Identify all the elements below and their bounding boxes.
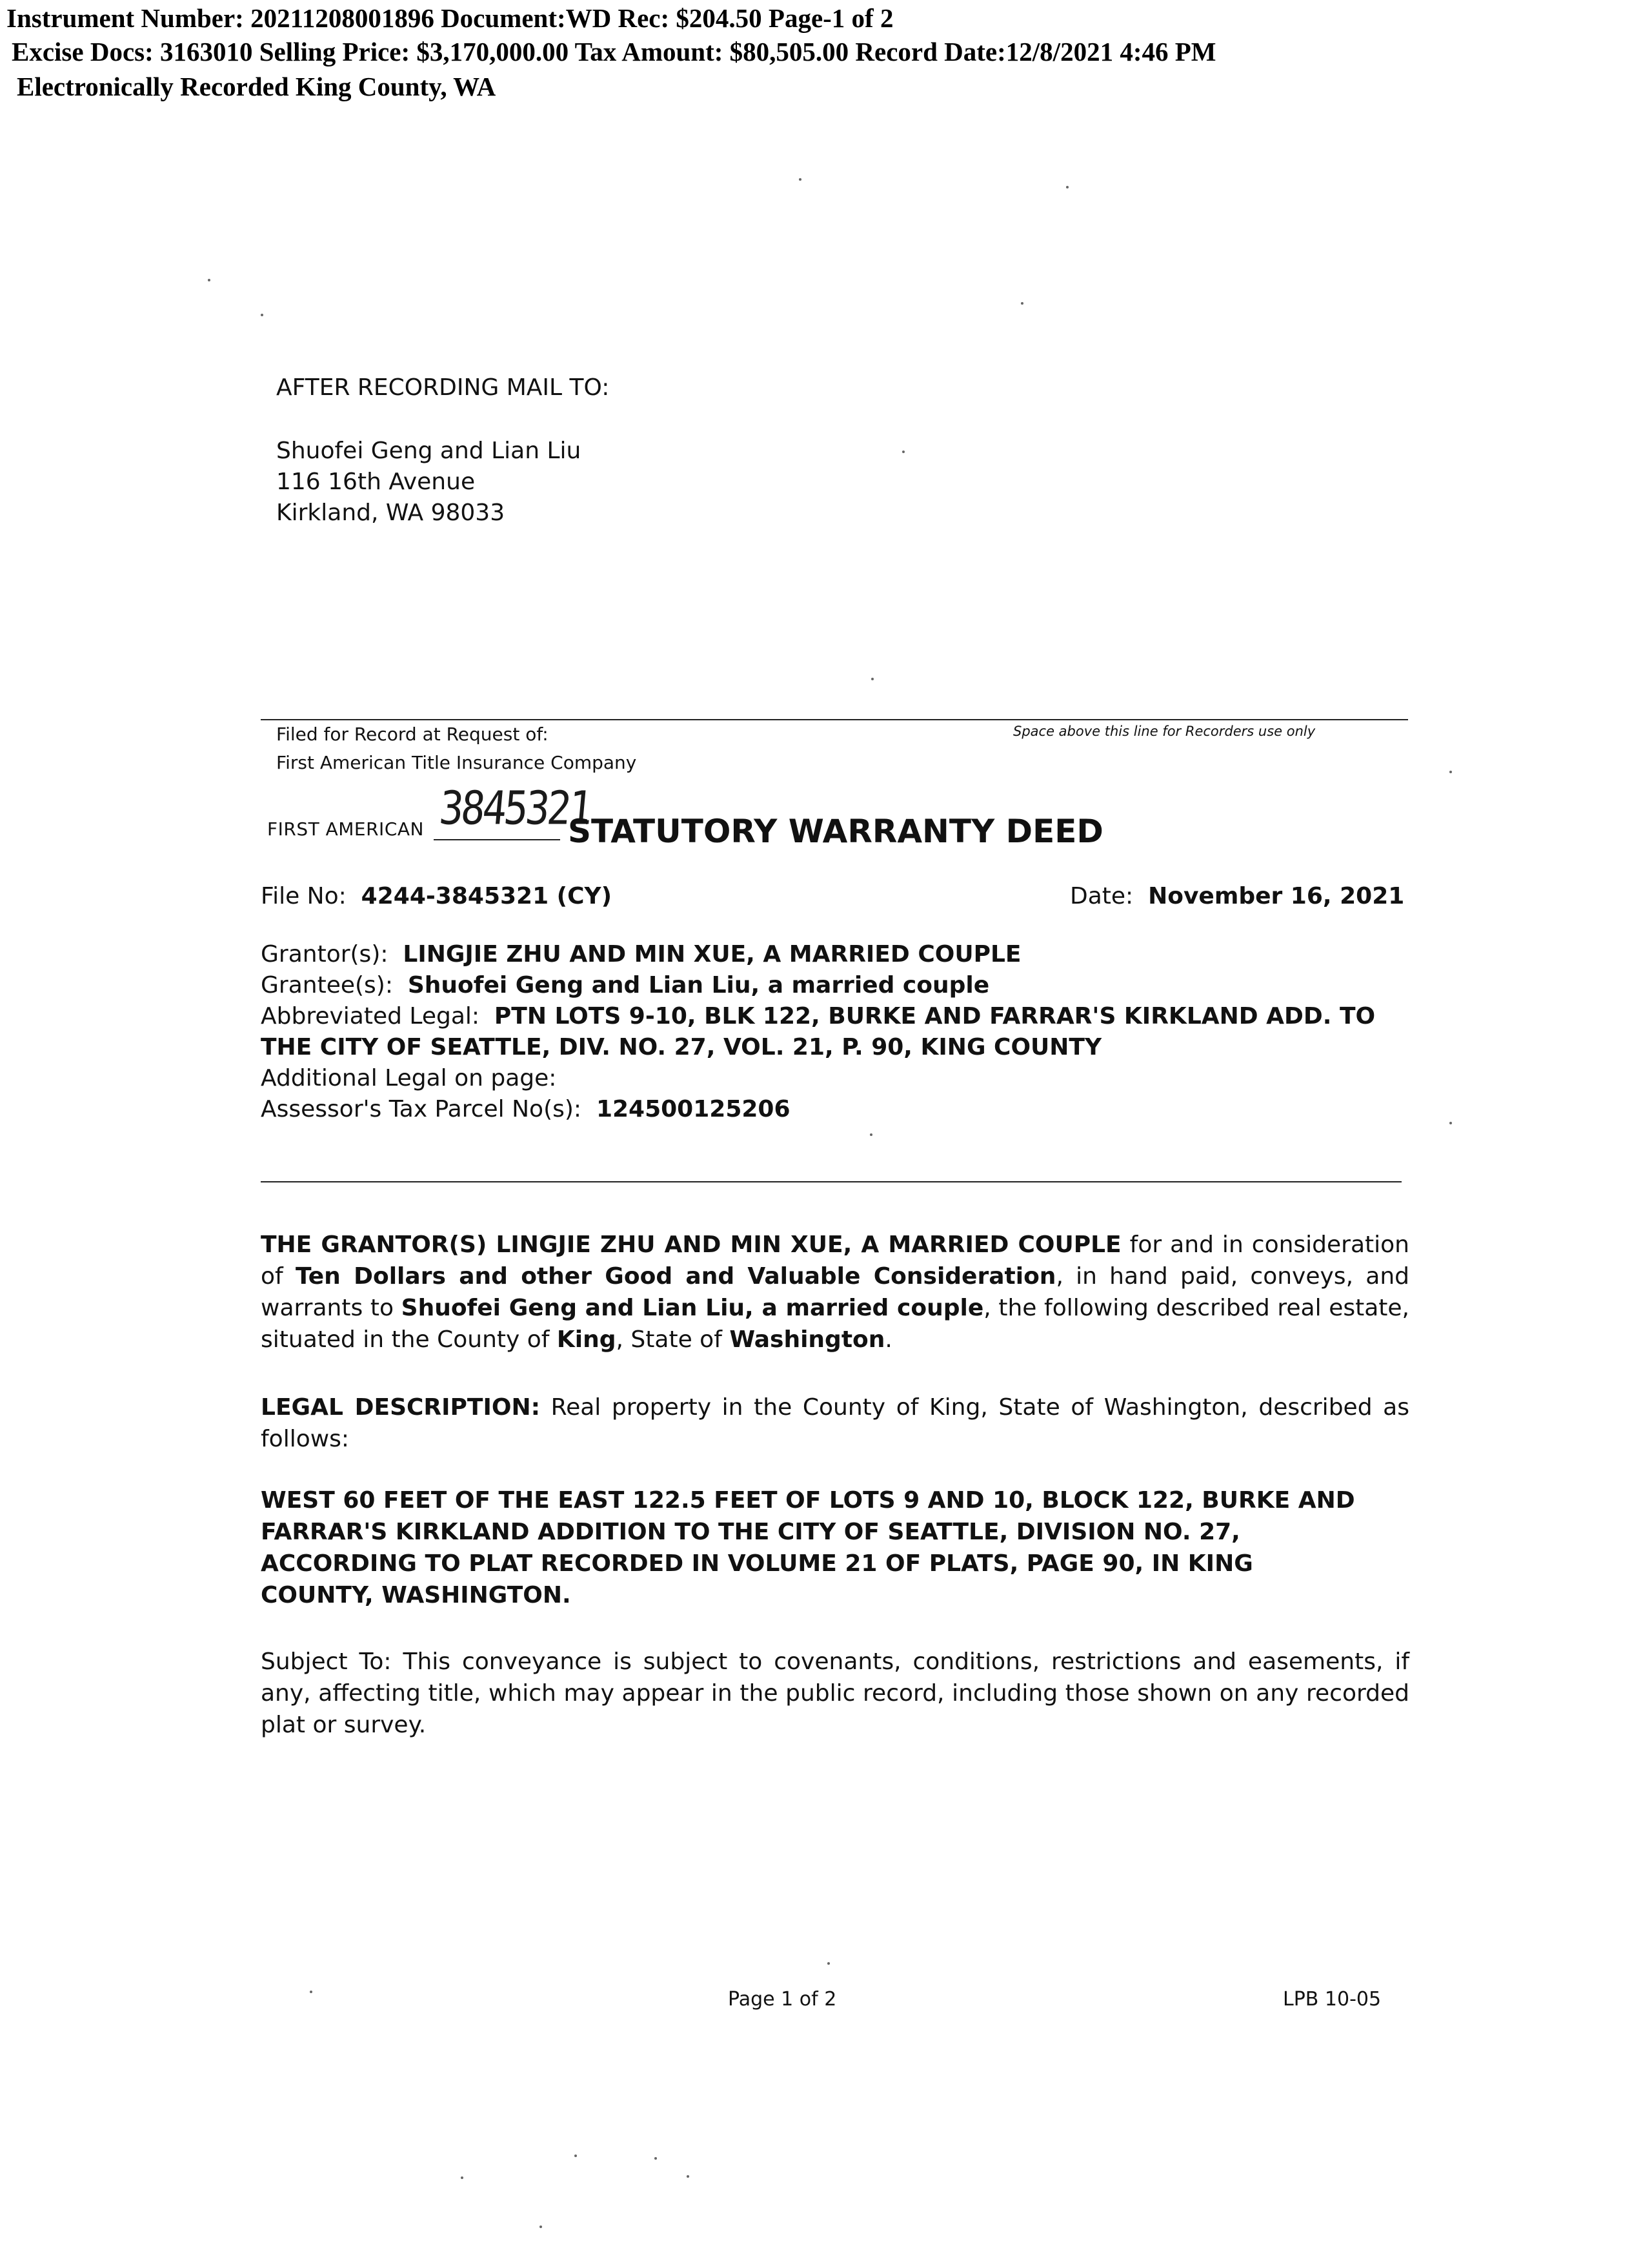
file-number-value: 4244-3845321 (CY) <box>361 883 612 909</box>
form-number: LPB 10-05 <box>1283 1988 1382 2011</box>
grantor-label: Grantor(s): <box>261 941 388 968</box>
scan-speck <box>539 2226 542 2228</box>
date-value: November 16, 2021 <box>1148 883 1405 909</box>
scan-speck <box>261 314 263 316</box>
grantee-label: Grantee(s): <box>261 972 393 999</box>
recorder-use-note: Space above this line for Recorders use only <box>1013 724 1316 739</box>
date-label: Date: <box>1070 883 1134 909</box>
scan-speck <box>310 1991 312 1993</box>
scan-speck <box>902 451 905 453</box>
section-divider-rule <box>261 1181 1402 1182</box>
scan-speck <box>687 2175 689 2178</box>
tax-parcel-row <box>261 1093 791 1126</box>
scan-speck <box>1449 1122 1452 1124</box>
legal-description-paragraph <box>261 1392 1409 1455</box>
scan-speck <box>1066 186 1069 188</box>
page-number: Page 1 of 2 <box>728 1988 837 2011</box>
mail-to-heading: AFTER RECORDING MAIL TO: <box>276 374 610 401</box>
file-number-label: File No: <box>261 883 347 909</box>
legal-line-4: COUNTY, WASHINGTON. <box>261 1582 571 1608</box>
subject-to-paragraph: Subject To: This conveyance is subject to covenants, conditions, restrictions and easements, if any, affecting title, which may appear in the public record, including those shown on any recorded plat or survey. <box>261 1648 1409 1738</box>
grantee-row <box>261 969 989 1002</box>
grantor-row <box>261 938 1022 971</box>
legal-description-intro: Real property in the County of King, State of Washington, described as follows: <box>261 1394 1409 1452</box>
first-american-label: FIRST AMERICAN <box>267 818 424 840</box>
legal-description-body <box>261 1485 1409 1611</box>
conveyance-state: Washington <box>729 1326 885 1353</box>
scan-speck <box>1449 771 1452 773</box>
mail-to-city: Kirkland, WA 98033 <box>276 500 505 526</box>
file-number-row <box>261 880 612 913</box>
scan-speck <box>208 279 210 281</box>
filed-for-record-label: Filed for Record at Request of: <box>276 724 549 745</box>
handwritten-order-number: 3845321 <box>437 780 593 835</box>
legal-line-2: FARRAR'S KIRKLAND ADDITION TO THE CITY OF SEATTLE, DIVISION NO. 27, <box>261 1519 1240 1545</box>
mail-to-name: Shuofei Geng and Lian Liu <box>276 438 581 464</box>
legal-description-label: LEGAL DESCRIPTION: <box>261 1394 541 1421</box>
abbreviated-legal-label: Abbreviated Legal: <box>261 1003 480 1029</box>
scan-speck <box>574 2155 577 2157</box>
conveyance-text-5: . <box>885 1326 892 1353</box>
additional-legal-label: Additional Legal on page: <box>261 1065 557 1091</box>
conveyance-text-4: , State of <box>616 1326 730 1353</box>
scan-speck <box>1021 302 1023 305</box>
conveyance-grantor: THE GRANTOR(S) LINGJIE ZHU AND MIN XUE, A MARRIED COUPLE <box>261 1232 1122 1258</box>
tax-parcel-value: 124500125206 <box>596 1096 791 1122</box>
document-title: STATUTORY WARRANTY DEED <box>568 813 1103 850</box>
abbreviated-legal-line-2: THE CITY OF SEATTLE, DIV. NO. 27, VOL. 21, P. 90, KING COUNTY <box>261 1034 1102 1060</box>
scan-speck <box>799 178 801 181</box>
abbreviated-legal-line-1: PTN LOTS 9-10, BLK 122, BURKE AND FARRAR'S KIRKLAND ADD. TO <box>494 1003 1376 1029</box>
conveyance-text-3: , the following described real estate, situated in the County of <box>261 1295 1410 1353</box>
mail-to-street: 116 16th Avenue <box>276 469 476 495</box>
conveyance-text-2: , in hand paid, conveys, and warrants to <box>261 1263 1409 1321</box>
grantee-value: Shuofei Geng and Lian Liu, a married couple <box>407 972 990 999</box>
scan-speck <box>870 1133 872 1136</box>
date-row <box>1070 880 1404 913</box>
scan-speck <box>827 1962 830 1965</box>
recording-stamp-line-3: Electronically Recorded King County, WA <box>17 72 496 101</box>
recording-stamp-line-1: Instrument Number: 20211208001896 Document:WD Rec: $204.50 Page-1 of 2 <box>6 3 894 33</box>
handwritten-underline <box>434 839 560 840</box>
scan-speck <box>654 2157 657 2160</box>
conveyance-consideration: Ten Dollars and other Good and Valuable Consideration <box>295 1263 1056 1290</box>
legal-line-1: WEST 60 FEET OF THE EAST 122.5 FEET OF LOTS 9 AND 10, BLOCK 122, BURKE AND <box>261 1487 1355 1514</box>
conveyance-grantee: Shuofei Geng and Lian Liu, a married couple <box>401 1295 984 1321</box>
conveyance-text-1: for and in consideration of <box>261 1232 1409 1290</box>
recording-stamp-line-2: Excise Docs: 3163010 Selling Price: $3,170,000.00 Tax Amount: $80,505.00 Record Date:12/8/2021 4:46 PM <box>12 37 1216 66</box>
legal-line-3: ACCORDING TO PLAT RECORDED IN VOLUME 21 OF PLATS, PAGE 90, IN KING <box>261 1550 1253 1577</box>
grantor-value: LINGJIE ZHU AND MIN XUE, A MARRIED COUPLE <box>403 941 1022 968</box>
conveyance-county: King <box>556 1326 616 1353</box>
filed-for-record-company: First American Title Insurance Company <box>276 752 637 773</box>
abbreviated-legal-row <box>261 1000 1375 1033</box>
tax-parcel-label: Assessor's Tax Parcel No(s): <box>261 1096 582 1122</box>
scan-speck <box>461 2176 463 2179</box>
conveyance-paragraph <box>261 1229 1409 1355</box>
scan-speck <box>871 678 874 680</box>
